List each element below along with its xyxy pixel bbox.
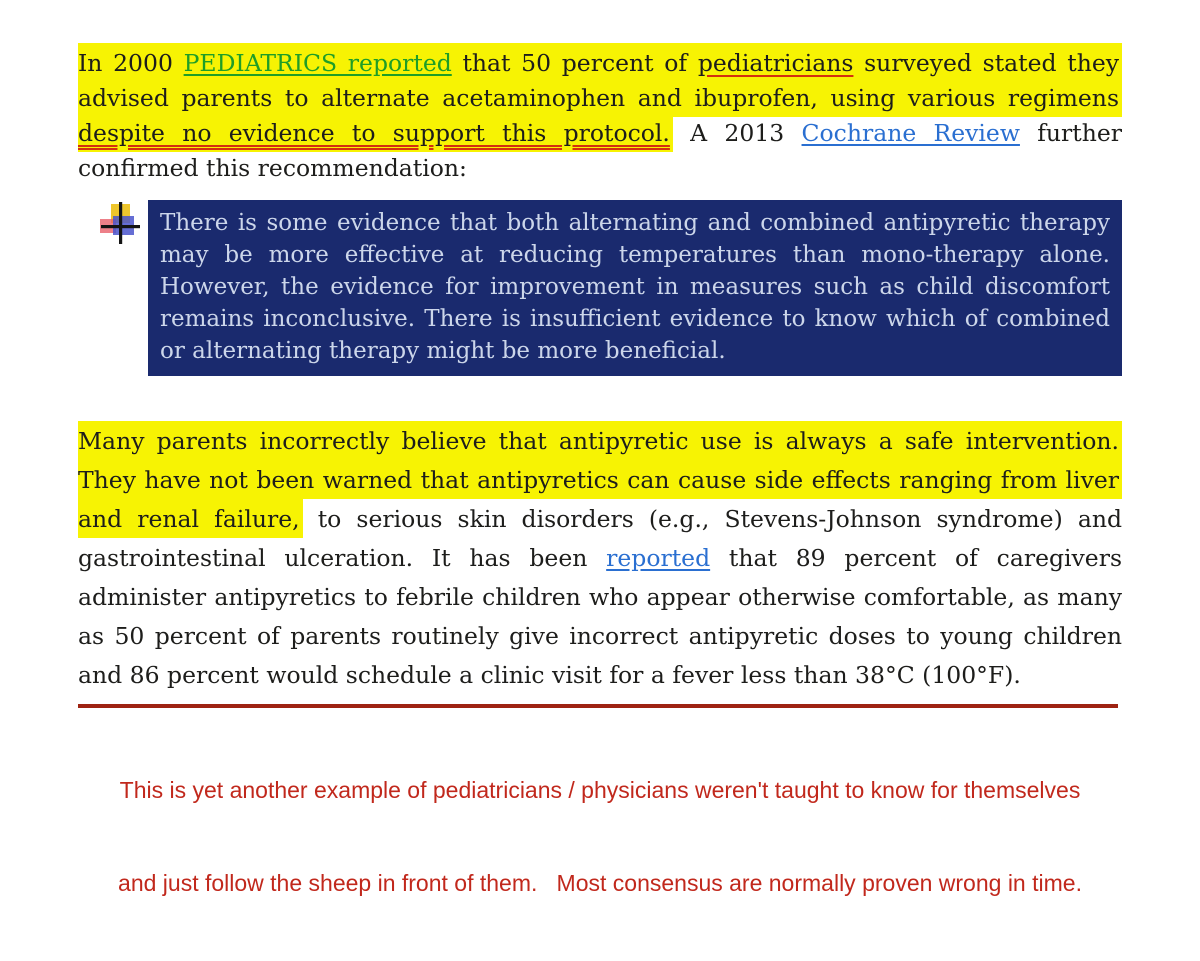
no-evidence-underlined: despite no evidence to support this protocol.: [78, 119, 670, 147]
yellow-highlight-body: Many parents incorrectly believe that antipyretic use is always a safe intervention. They have not been warned that antipyretics can cause side effects ranging from liver and renal failure,: [78, 421, 1122, 538]
handwritten-style-annotation: [78, 713, 1122, 961]
document-page: [78, 0, 1122, 961]
intro-text-start: In 2000: [78, 49, 184, 77]
annotation-line-1: This is yet another example of pediatricians / physicians weren't taught to know for themselves: [119, 777, 1081, 803]
pediatrics-reported-link[interactable]: PEDIATRICS reported: [183, 49, 452, 77]
body-paragraph: [78, 422, 1122, 695]
intro-text-mid2: surveyed stated they advised parents to alternate acetaminophen and ibuprofen, using various regimens: [78, 49, 1120, 112]
quote-text-box: There is some evidence that both alternating and combined antipyretic therapy may be more effective at reducing temperatures than mono-therapy alone. However, the evidence for improvement in measures such as child discomfort remains inconclusive. There is insufficient evidence to know which of combined or alternating therapy might be more beneficial.: [148, 200, 1122, 376]
pediatricians-underlined: pediatricians: [697, 49, 854, 77]
body-text-plain1: to serious skin disorders (e.g., Stevens-Johnson syndrome) and gastrointestinal ulceration. It has been: [78, 505, 1123, 572]
red-divider-line: [78, 704, 1118, 708]
intro-text-mid1: that 50 percent of: [451, 49, 698, 77]
annotation-line-2: and just follow the sheep in front of them. Most consensus are normally proven wrong in time.: [118, 870, 1082, 896]
intro-text-plain2: further confirmed this recommendation:: [78, 119, 1123, 182]
intro-paragraph: [78, 46, 1122, 186]
colored-plus-marker-icon: [98, 202, 142, 248]
body-text-plain2: that 89 percent of caregivers administer antipyretics to febrile children who appear otherwise comfortable, as many as 50 percent of parents routinely give incorrect antipyretic doses to young children and 86 percent would schedule a clinic visit for a fever less than 38°C (100°F).: [78, 544, 1123, 689]
cochrane-review-link[interactable]: Cochrane Review: [801, 119, 1020, 147]
quote-block: [78, 200, 1122, 376]
reported-link[interactable]: reported: [606, 544, 711, 572]
intro-text-plain1: A 2013: [672, 119, 802, 147]
